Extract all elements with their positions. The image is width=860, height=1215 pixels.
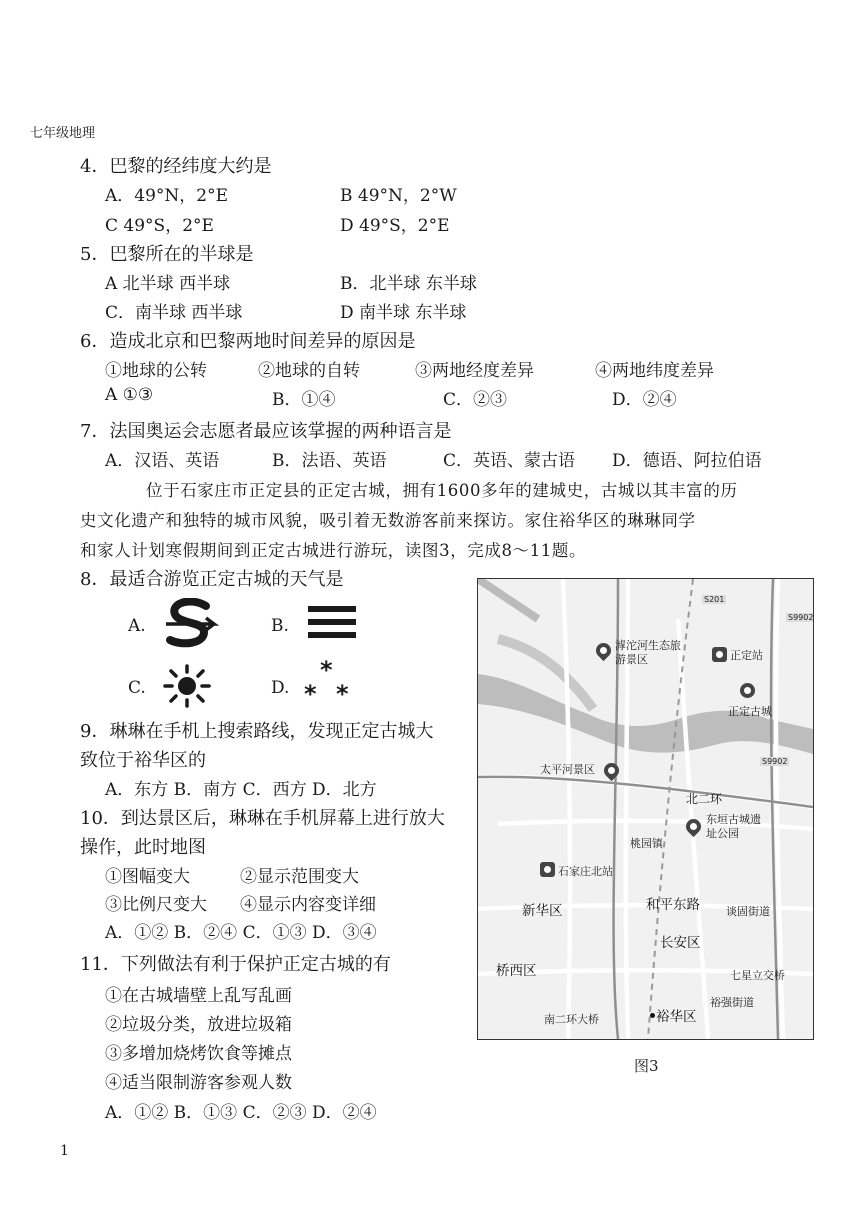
q11-statement-4: ④适当限制游客参观人数: [105, 1073, 292, 1093]
train-station-icon: [540, 862, 555, 877]
q8-option-d: D.: [271, 678, 290, 698]
svg-text:*: *: [304, 680, 317, 706]
q7-option-c: C．英语、蒙古语: [443, 451, 576, 471]
q5-option-b: B．北半球 东半球: [340, 274, 477, 294]
poi-shijiazhuang-north-station: 石家庄北站: [558, 865, 613, 878]
typhoon-icon: [160, 598, 220, 650]
q10-options: A．①② B．②④ C．①③ D．③④: [105, 923, 377, 943]
place-taoyuan-town: 桃园镇: [630, 837, 663, 850]
q8-option-a: A.: [128, 616, 146, 636]
q11-statement-2: ②垃圾分类，放进垃圾箱: [105, 1015, 292, 1035]
q11-statement-1: ①在古城墙壁上乱写乱画: [105, 986, 292, 1006]
q4-option-c: C 49°S，2°E: [105, 216, 214, 236]
q4-option-d: D 49°S，2°E: [340, 216, 450, 236]
q6-option-b: B．①④: [272, 390, 336, 410]
road-heping-east: 和平东路: [646, 897, 700, 913]
place-qixing-interchange: 七星立交桥: [730, 969, 785, 982]
district-xinhua: 新华区: [522, 903, 563, 919]
train-station-icon: [712, 647, 727, 662]
place-south-2nd-ring-bridge: 南二环大桥: [544, 1013, 599, 1026]
passage-line-2: 史文化遗产和独特的城市风貌，吸引着无数游客前来探访。家住裕华区的琳琳同学: [80, 511, 696, 530]
svg-text:*: *: [320, 660, 333, 684]
q6-statement-4: ④两地纬度差异: [595, 361, 714, 381]
question-4-stem: 4．巴黎的经纬度大约是: [80, 156, 272, 177]
sunny-icon: [162, 664, 212, 708]
place-north-2nd-ring: 北二环: [686, 792, 723, 806]
figure-caption: 图3: [634, 1057, 659, 1075]
q8-option-b: B.: [271, 616, 289, 636]
q6-statement-2: ②地球的自转: [258, 361, 360, 381]
q6-statement-3: ③两地经度差异: [415, 361, 534, 381]
q7-option-d: D．德语、阿拉伯语: [612, 451, 762, 471]
q5-option-a: A 北半球 西半球: [105, 274, 231, 294]
road-code-s9902-east: S9902: [762, 757, 788, 766]
q4-option-a: A．49°N，2°E: [105, 186, 229, 206]
passage-line-1: 位于石家庄市正定县的正定古城，拥有1600多年的建城史，古城以其丰富的历: [146, 481, 738, 500]
q10-statement-2: ②显示范围变大: [240, 867, 359, 887]
road-code-s201: S201: [704, 595, 725, 604]
poi-zhengding-ancient-city: 正定古城: [728, 705, 772, 718]
district-changan: 长安区: [660, 935, 701, 951]
passage-line-3: 和家人计划寒假期间到正定古城进行游玩，读图3，完成8～11题。: [80, 541, 587, 560]
q5-option-d: D 南半球 东半球: [340, 303, 467, 323]
landmark-icon: [740, 683, 755, 698]
snow-icon: [300, 660, 356, 706]
question-6-stem: 6．造成北京和巴黎两地时间差异的原因是: [80, 331, 416, 352]
q5-option-c: C．南半球 西半球: [105, 303, 243, 323]
q11-options: A．①② B．①③ C．②③ D．②④: [105, 1103, 377, 1123]
district-yuhua: 裕华区: [656, 1009, 697, 1025]
page-header: 七年级地理: [30, 126, 96, 141]
q7-option-a: A．汉语、英语: [105, 451, 220, 471]
question-5-stem: 5．巴黎所在的半球是: [80, 244, 254, 265]
page-number: 1: [60, 1143, 69, 1159]
question-10-line-2: 操作，此时地图: [80, 837, 206, 858]
location-dot: [650, 1013, 655, 1018]
question-9-line-2: 致位于裕华区的: [80, 750, 206, 771]
poi-dongyuan-park: 东垣古城遗址公园: [706, 813, 761, 840]
q7-option-b: B．法语、英语: [272, 451, 387, 471]
fog-icon: [308, 606, 356, 640]
question-8-stem: 8．最适合游览正定古城的天气是: [80, 569, 344, 590]
question-9-line-1: 9．琳琳在手机上搜索路线，发现正定古城大: [80, 721, 434, 742]
q10-statement-1: ①图幅变大: [105, 867, 190, 887]
q6-option-a: A ①③: [105, 385, 154, 405]
q9-options: A．东方 B．南方 C．西方 D．北方: [105, 780, 377, 800]
q6-option-c: C．②③: [443, 390, 508, 410]
q6-statement-1: ①地球的公转: [105, 361, 207, 381]
question-7-stem: 7．法国奥运会志愿者最应该掌握的两种语言是: [80, 421, 452, 442]
place-yuqiang-street: 裕强街道: [710, 996, 754, 1009]
road-code-s9902-north: S9902: [788, 613, 814, 622]
q4-option-b: B 49°N，2°W: [340, 186, 457, 206]
svg-text:*: *: [336, 680, 349, 706]
map-figure-3: [477, 578, 814, 1040]
place-tangu-street: 谈固街道: [726, 905, 770, 918]
question-10-line-1: 10．到达景区后，琳琳在手机屏幕上进行放大: [80, 808, 445, 829]
q8-option-c: C.: [128, 678, 146, 698]
q11-statement-3: ③多增加烧烤饮食等摊点: [105, 1044, 292, 1064]
poi-hutuo-river: 滹沱河生态旅游景区: [615, 639, 681, 666]
q6-option-d: D．②④: [612, 390, 677, 410]
q10-statement-3: ③比例尺变大: [105, 895, 207, 915]
poi-zhengding-station: 正定站: [730, 649, 763, 662]
district-qiaoxi: 桥西区: [496, 963, 537, 979]
poi-taiping-river: 太平河景区: [540, 763, 595, 776]
q10-statement-4: ④显示内容变详细: [240, 895, 376, 915]
question-11-stem: 11．下列做法有利于保护正定古城的有: [80, 954, 391, 975]
